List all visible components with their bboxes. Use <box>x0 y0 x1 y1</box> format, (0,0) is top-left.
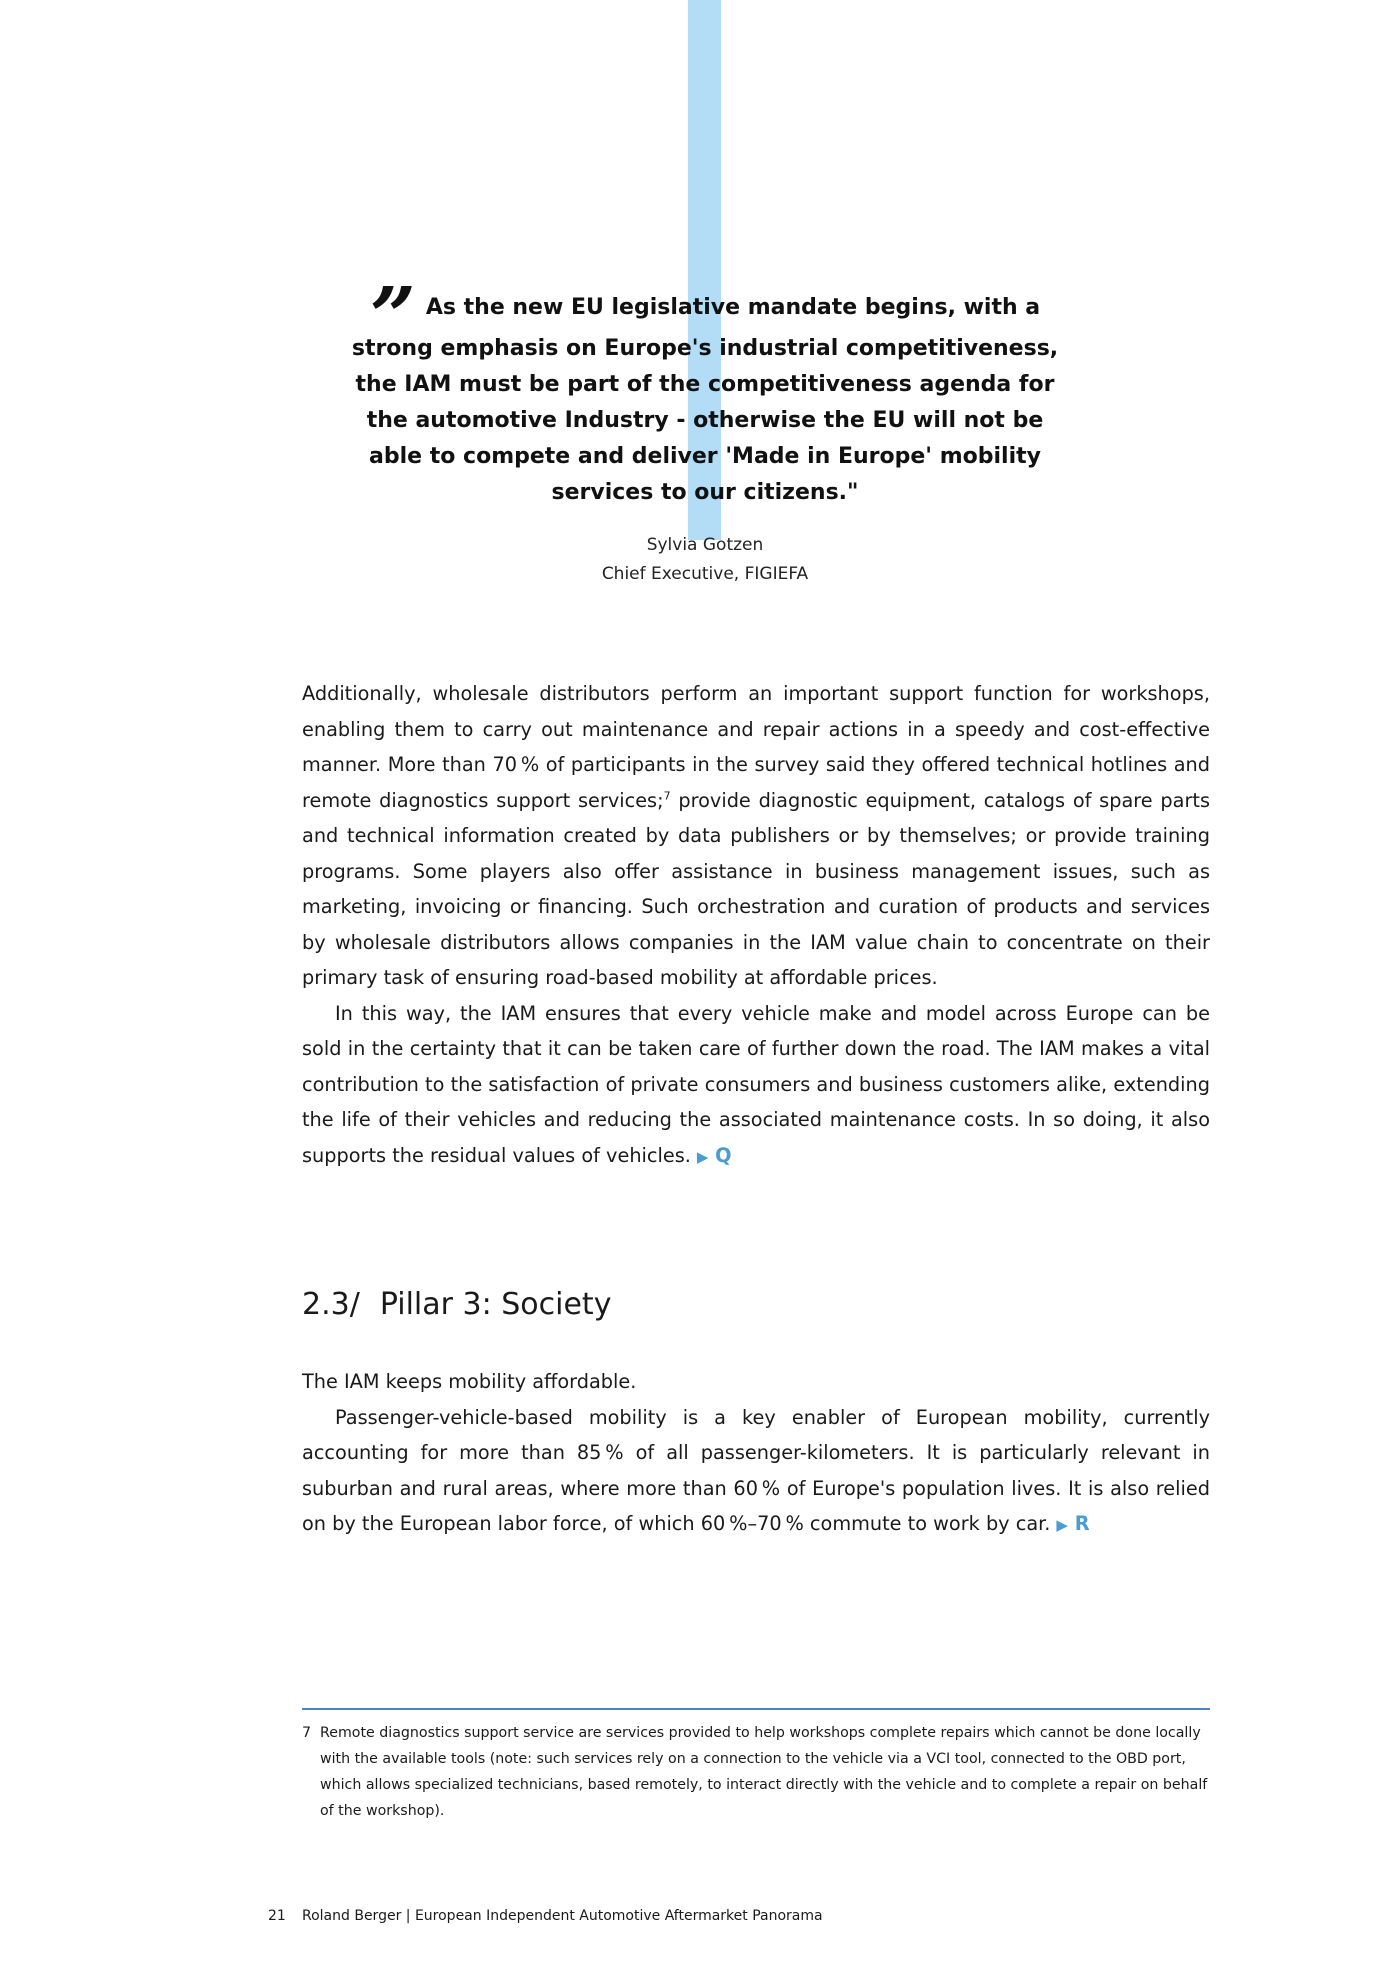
pull-quote <box>340 269 1070 589</box>
paragraph-affordable: The IAM keeps mobility affordable. <box>302 1370 637 1393</box>
body-text-block-1 <box>302 676 1210 1175</box>
section-heading <box>302 1287 611 1322</box>
quote-text <box>340 269 1070 511</box>
quote-author: Sylvia Gotzen <box>646 535 764 555</box>
section-title: Pillar 3: Society <box>379 1287 612 1322</box>
quote-mark-icon: ” <box>369 269 416 363</box>
footnote-ref-7[interactable]: 7 <box>663 789 671 803</box>
footer-publisher: Roland Berger <box>302 1908 402 1924</box>
quote-body: As the new EU legislative mandate begins, with a strong emphasis on Europe's industrial competitiveness, the IAM must be part of the competitiveness agenda for the automotive Industry - otherwise the EU will not be able to compete and deliver 'Made in Europe' mobility services to our citizens." <box>351 295 1059 505</box>
paragraph-passenger-mobility: Passenger-vehicle-based mobility is a key enabler of European mobility, currently accounting for more than 85 % of all passenger-kilometers. It is particularly relevant in suburban and rural areas, where more than 60 % of Europe's population lives. It is also relied on by the European labor force, of which 60 %–70 % commute to work by car. ▶ R <box>302 1405 1210 1535</box>
footer-separator: | <box>401 1908 415 1924</box>
footnote-divider <box>302 1708 1210 1710</box>
footnote-text: Remote diagnostics support service are services provided to help workshops complete repairs which cannot be done locally with the available tools (note: such services rely on a connection to the vehicle via a VCI tool, connected to the OBD port, which allows specialized technicians, based remotely, to interact directly with the vehicle and to complete a repair on behalf of the workshop). <box>320 1725 1208 1819</box>
cross-ref-link-q[interactable]: ▶ Q <box>696 1143 732 1167</box>
paragraph-residual-values: In this way, the IAM ensures that every vehicle make and model across Europe can be sold in the certainty that it can be taken care of further down the road. The IAM makes a vital contribution to the satisfaction of private consumers and business customers alike, extending the life of their vehicles and reducing the associated maintenance costs. In so doing, it also supports the residual values of vehicles. ▶ Q <box>302 1001 1210 1167</box>
page-number: 21 <box>268 1908 286 1924</box>
play-arrow-icon: ▶ <box>696 1147 709 1166</box>
footnote-7 <box>302 1720 1210 1824</box>
play-arrow-icon: ▶ <box>1056 1516 1068 1534</box>
footer-title: European Independent Automotive Aftermarket Panorama <box>414 1908 823 1924</box>
paragraph-support-functions: Additionally, wholesale distributors perform an important support function for workshops, enabling them to carry out maintenance and repair actions in a speedy and cost-effective manner. More than 70 % of participants in the survey said they offered technical hotlines and remote diagnostics support services;$^7$ provide diagnostic equipment, catalogs of spare parts and technical information created by data publishers or by themselves; or provide training programs. Some players also offer assistance in business management issues, such as marketing, invoicing or financing. Such orchestration and curation of products and services by wholesale distributors allows companies in the IAM value chain to concentrate on their primary task of ensuring road-based mobility at affordable prices. <box>302 682 1210 989</box>
page-footer <box>268 1908 823 1924</box>
body-text-block-2 <box>302 1364 1210 1544</box>
footnote-number: 7 <box>302 1725 312 1741</box>
cross-ref-link-r[interactable]: ▶ R <box>1056 1512 1090 1535</box>
section-number: 2.3/ <box>302 1287 360 1322</box>
quote-author-role: Chief Executive, FIGIEFA <box>601 564 809 584</box>
